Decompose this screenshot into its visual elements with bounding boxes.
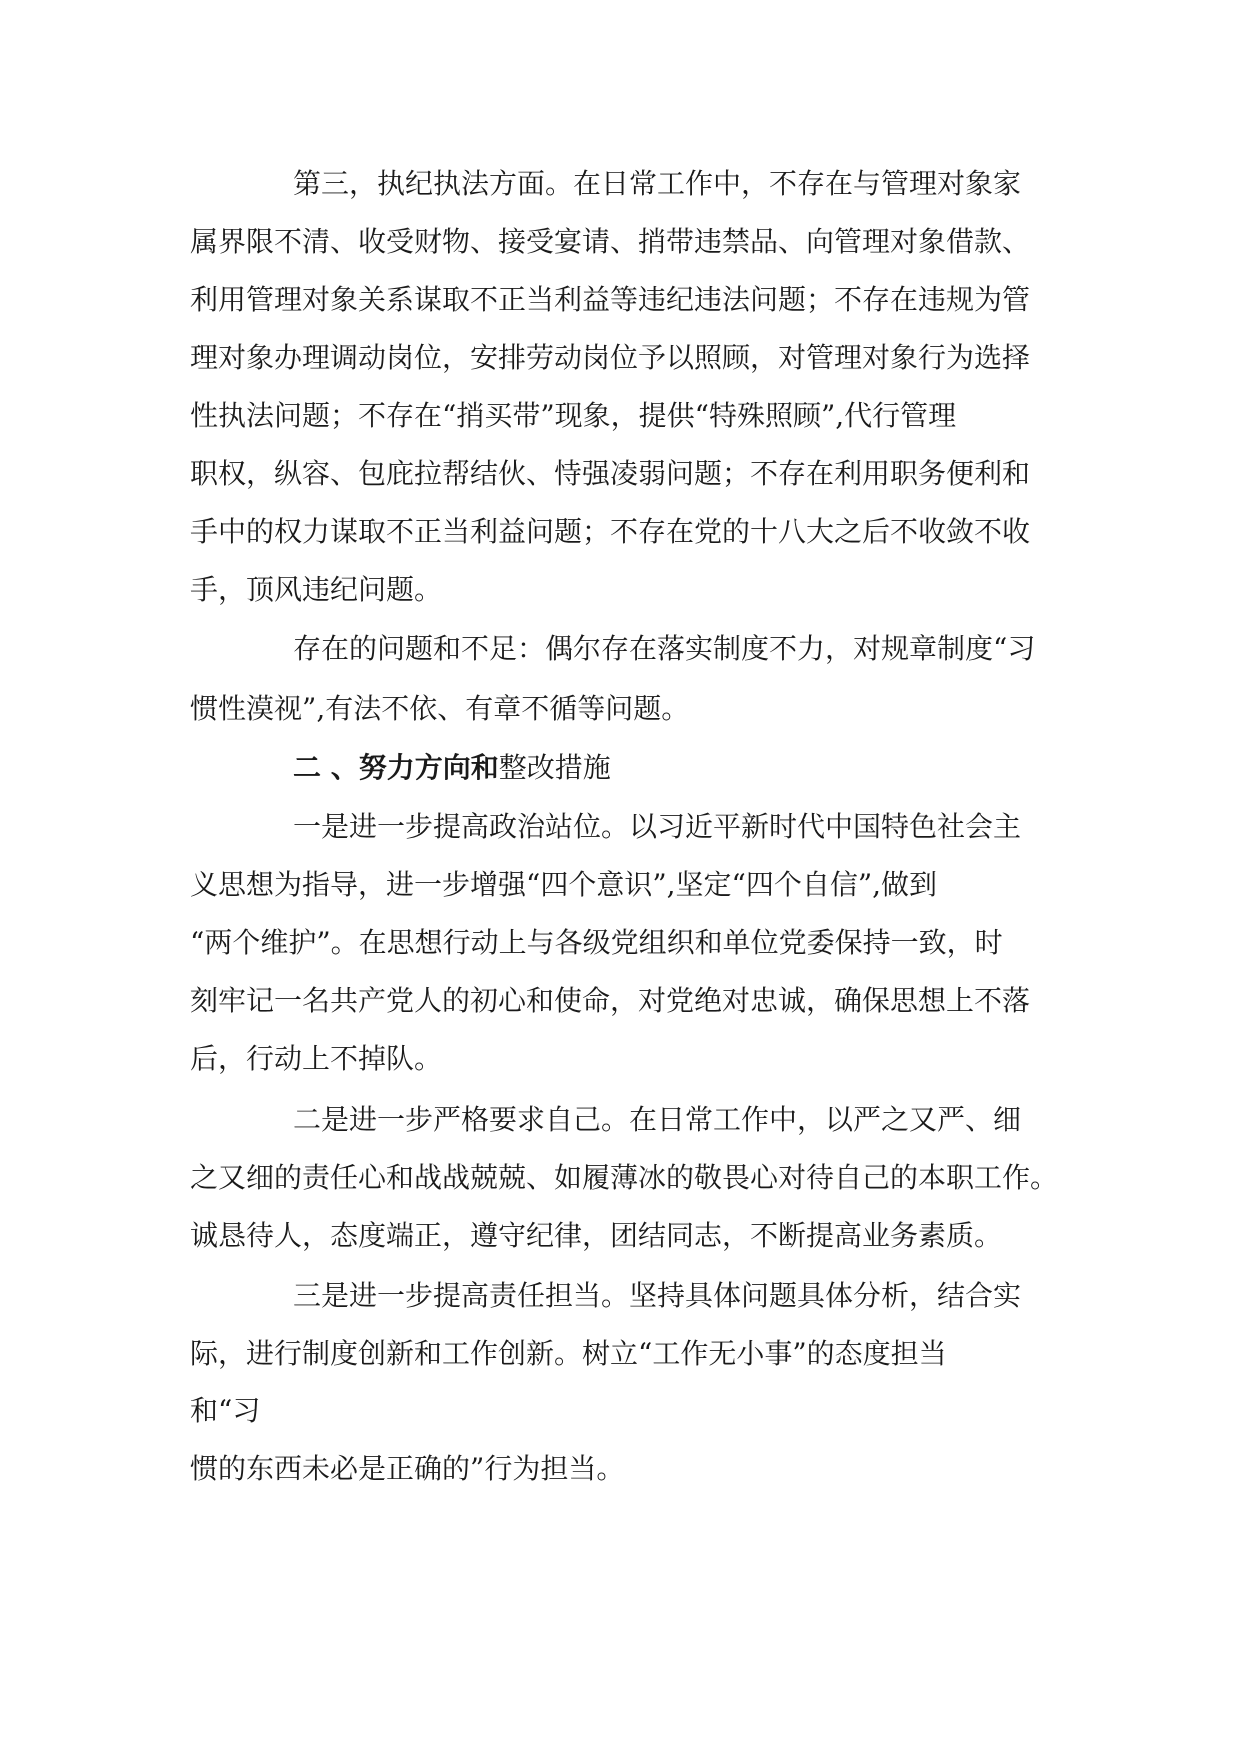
paragraph-line: 和“习 (190, 1394, 261, 1427)
paragraph-line: 二是进一步严格要求自己。在日常工作中，以严之又严、细 (293, 1103, 1022, 1136)
paragraph-line: 存在的问题和不足：偶尔存在落实制度不力，对规章制度“习 (293, 632, 1036, 665)
paragraph-line: 之又细的责任心和战战兢兢、如履薄冰的敬畏心对待自己的本职工作。 (190, 1161, 1059, 1194)
paragraph-line: 手中的权力谋取不正当利益问题；不存在党的十八大之后不收敛不收 (190, 515, 1031, 548)
paragraph-line: 三是进一步提高责任担当。坚持具体问题具体分析，结合实 (293, 1279, 1022, 1312)
paragraph-line: 第三，执纪执法方面。在日常工作中，不存在与管理对象家 (293, 167, 1022, 200)
paragraph-line: 惯性漠视”,有法不依、有章不循等问题。 (190, 692, 690, 725)
paragraph-line: 诚恳待人，态度端正，遵守纪律，团结同志，不断提高业务素质。 (190, 1219, 1003, 1252)
paragraph-line: 后，行动上不掉队。 (190, 1042, 443, 1075)
paragraph-line: 际，进行制度创新和工作创新。树立“工作无小事”的态度担当 (190, 1337, 947, 1370)
paragraph-line: 刻牢记一名共产党人的初心和使命，对党绝对忠诚，确保思想上不落 (190, 984, 1031, 1017)
paragraph-line: 义思想为指导，进一步增强“四个意识”,坚定“四个自信”,做到 (190, 868, 938, 901)
paragraph-line: 职权，纵容、包庇拉帮结伙、恃强凌弱问题；不存在利用职务便利和 (190, 457, 1031, 490)
paragraph-line: 理对象办理调动岗位，安排劳动岗位予以照顾，对管理对象行为选择 (190, 341, 1031, 374)
paragraph-line: 属界限不清、收受财物、接受宴请、捎带违禁品、向管理对象借款、 (190, 225, 1031, 258)
paragraph-line: 手，顶风违纪问题。 (190, 573, 443, 606)
section-heading-bold: 二 、努力方向和 (293, 751, 499, 784)
paragraph-line: 一是进一步提高政治站位。以习近平新时代中国特色社会主 (293, 810, 1022, 843)
section-heading-rest: 整改措施 (498, 751, 611, 784)
section-heading (293, 750, 611, 786)
paragraph-line: 惯的东西未必是正确的”行为担当。 (190, 1452, 625, 1485)
paragraph-line: “两个维护”。在思想行动上与各级党组织和单位党委保持一致，时 (190, 926, 1003, 959)
paragraph-line: 利用管理对象关系谋取不正当利益等违纪违法问题；不存在违规为管 (190, 283, 1031, 316)
paragraph-line: 性执法问题；不存在“捎买带”现象，提供“特殊照顾”,代行管理 (190, 399, 957, 432)
